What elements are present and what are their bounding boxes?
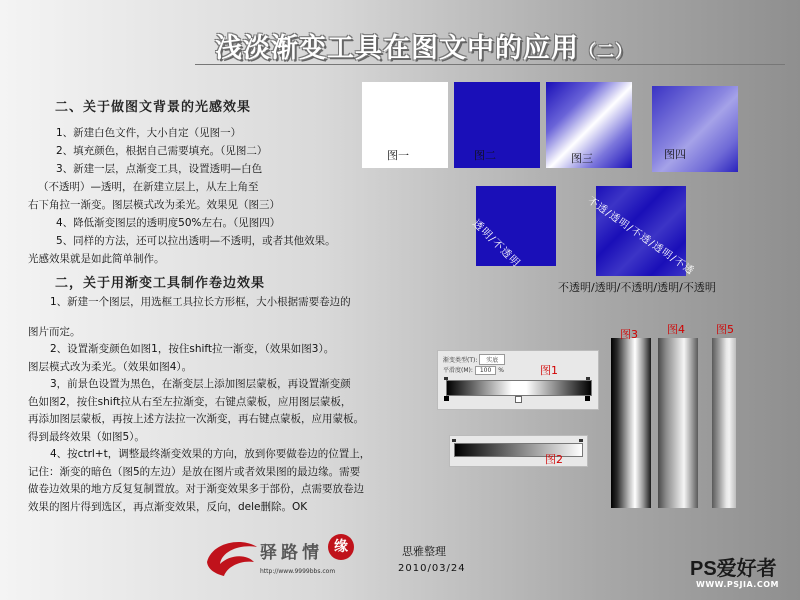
logo-swirl-icon	[202, 532, 262, 578]
section2-line: 1、新建一个图层，用选框工具拉长方形框，大小根据需要卷边的	[50, 296, 351, 308]
figure-3-label: 图三	[571, 152, 593, 165]
section2-line: 2、设置渐变颜色如图1，按住shift拉一渐变，（效果如图3）。	[50, 343, 335, 355]
color-stop-mid[interactable]	[515, 396, 522, 403]
section1-line: 光感效果就是如此简单制作。	[28, 253, 165, 265]
curl-bar-5-label: 图5	[716, 323, 734, 336]
alternating-transparency-text: 不透/透明/不透/透明/不透	[585, 195, 697, 278]
opacity-stop-right-2[interactable]	[579, 439, 583, 442]
section2-line: 3，前景色设置为黑色，在渐变层上添加图层蒙板，再设置渐变颜	[50, 378, 351, 390]
section1-body	[28, 124, 336, 268]
section1-line: 3、新建一层，点渐变工具，设置透明—白色	[56, 163, 263, 175]
curl-bar-4-label: 图4	[667, 323, 685, 336]
transparent-opaque-square	[470, 186, 556, 270]
alternating-transparency-square	[585, 186, 697, 278]
transparent-opaque-text: 透明/不透明	[470, 217, 523, 270]
section1-line: 5、同样的方法，还可以拉出透明—不透明，或者其他效果。	[56, 235, 336, 247]
opacity-stop-right[interactable]	[586, 377, 590, 380]
figure-2-blue-square	[454, 82, 540, 168]
alternating-caption: 不透明/透明/不透明/透明/不透明	[558, 281, 716, 294]
section1-line: 1、新建白色文件，大小自定（见图一）	[56, 127, 242, 139]
section2-body	[28, 294, 370, 516]
smoothness-label: 平滑度(M):	[443, 367, 473, 374]
section2-line: 图片而定。	[28, 325, 81, 338]
curl-bar-3	[611, 338, 651, 508]
section2-line: 效果的图片得到选区，再点渐变效果，反向，dele删除。OK	[28, 500, 308, 513]
section1-line: 4、降低渐变图层的透明度50%左右。（见图四）	[56, 217, 281, 229]
gradient-editor-panel-1	[437, 350, 599, 410]
gradient-type-select[interactable]: 实底	[479, 354, 505, 365]
smoothness-input[interactable]: 100	[475, 366, 496, 375]
section2-line: 记住：渐变的暗色（图5的左边）是放在图片或者效果图的最边缘。需要	[28, 465, 361, 478]
opacity-stop-left[interactable]	[444, 377, 448, 380]
watermark	[690, 552, 798, 596]
figure-4-label: 图四	[664, 148, 686, 161]
section2-heading: 二，关于用渐变工具制作卷边效果	[55, 276, 266, 291]
section1-line: 2、填充颜色，根据自己需要填充。（见图二）	[56, 145, 268, 157]
gradient-type-label: 渐变类型(T):	[443, 357, 478, 364]
gradient-type-row	[443, 354, 505, 365]
date-text: 2010/03/24	[398, 563, 466, 574]
section2-line: 图层模式改为柔光。（效果如图4）。	[28, 360, 193, 373]
logo-text: 驿路情	[260, 543, 323, 563]
footer-logo	[202, 532, 372, 582]
watermark-url: WWW.PSJIA.COM	[696, 580, 779, 589]
smoothness-row	[443, 365, 504, 375]
gradient-panel-1-label: 图1	[540, 364, 558, 377]
color-stop-right[interactable]	[585, 396, 590, 401]
section2-line: 色如图2，按住shift拉从右至左拉渐变，右键点蒙板，应用图层蒙板，	[28, 395, 352, 408]
curl-bar-5	[712, 338, 736, 508]
figure-2-label: 图二	[474, 149, 496, 162]
logo-badge: 缘	[328, 534, 354, 560]
smoothness-unit: %	[498, 367, 504, 374]
gradient-bar-1[interactable]	[446, 380, 592, 396]
curl-bar-4	[658, 338, 698, 508]
section2-line: 做卷边效果的地方反复复制置放。对于渐变效果多于部份，点需要放卷边	[28, 483, 364, 495]
opacity-stop-left-2[interactable]	[452, 439, 456, 442]
gradient-editor-panel-2	[449, 435, 588, 467]
title-divider	[195, 64, 785, 65]
page-title	[215, 26, 633, 65]
watermark-brand: PS爱好者	[690, 558, 777, 580]
author-credit: 思雅整理	[402, 545, 446, 558]
title-suffix: （二）	[579, 42, 633, 62]
curl-bar-3-label: 图3	[620, 328, 638, 341]
figure-1-label: 图一	[387, 149, 409, 162]
section1-line: 右下角拉一渐变。图层模式改为柔光。效果见（图三）	[28, 199, 280, 211]
color-stop-left[interactable]	[444, 396, 449, 401]
section2-line: 得到最终效果（如图5）。	[28, 430, 145, 443]
gradient-bar-2[interactable]	[454, 443, 583, 457]
section2-line: 再添加图层蒙板，再按上述方法拉一次渐变，再右键点蒙板，应用蒙板。	[28, 413, 364, 425]
section1-line: （不透明）—透明，在新建立层上，从左上角至	[38, 181, 259, 193]
gradient-panel-2-label: 图2	[545, 453, 563, 466]
section2-line: 4、按ctrl+t，调整最终渐变效果的方向，放到你要做卷边的位置上，	[50, 448, 371, 460]
logo-url: http://www.9999bbs.com	[260, 568, 336, 575]
title-main: 浅淡渐变工具在图文中的应用	[215, 33, 579, 64]
section1-heading: 二、关于做图文背景的光感效果	[55, 100, 252, 115]
